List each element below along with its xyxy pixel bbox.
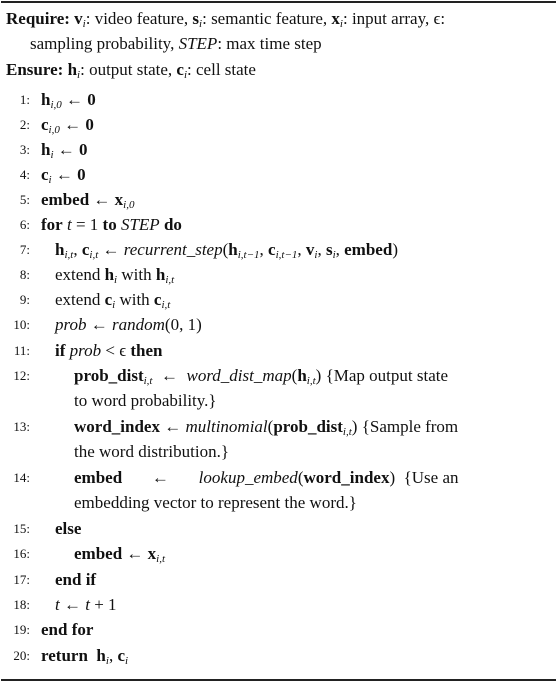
- line-number: 16:: [13, 546, 30, 561]
- bottom-rule: [1, 679, 556, 681]
- top-rule: [1, 1, 556, 3]
- line-number: 10:: [13, 317, 30, 332]
- require-line-2: sampling probability, STEP: max time step: [30, 34, 322, 53]
- require-text-c: : input array, ϵ:: [342, 9, 446, 28]
- line-number: 6:: [19, 217, 30, 232]
- line-number: 7:: [19, 242, 30, 257]
- line-number: 13:: [13, 419, 30, 434]
- line-number: 1:: [19, 92, 30, 107]
- ensure-line: Ensure: $h_i$: output state, $c_i$: cell state: [6, 60, 256, 81]
- algorithm-box: Require: $v_i$: video feature, $s_i$: semantic feature, $x_i$: input array, ϵ: sampling probability, STEP: max time step Ensure: $h_i$: output state, $c_i$: cell state 1: $h_{i,0}$ ← 0 2: $c_{i,0}$ ← 0 3: $h_i$ ← 0 4: $c_i$ ← 0 5: embed ← $x_{i,0}$ 6: for t = 1 to STEP do 7: $h_{i,t}$, $c_{i,t}$ ← $recurrent\_step(h_{i,t-1}$, $c_{i,t-1}$, $v_i$, $s_i$, embed) 8: extend $h_i$ with $h_{i,t}$ 9: extend $c_i$ with $c_{i,t}$ 10: prob ← random(0, 1) 11: if prob < ϵ then 12: prob_dist$_{i,t}$ ← $word\_dist\_map(h_{i,t})$ {Map output state to word probability.} 13: word_index ← multinomial(prob_dist$_{i,t}$) {Sample from the word distribution.} 14: embed ← lookup_embed(word_index) {Use an embedding vector to represent the word.} 15: else 16: embed ← $x_{i,t}$ 17: end if 18: t ← t + 1 19: end for 20: return $h_i$, $c_i$: [0, 0, 557, 683]
- line-number: 14:: [13, 470, 30, 485]
- line-number: 15:: [13, 521, 30, 536]
- line-number: 12:: [13, 368, 30, 383]
- line-number: 4:: [19, 167, 30, 182]
- ensure-keyword: Ensure:: [6, 60, 64, 79]
- line-number: 2:: [19, 117, 30, 132]
- line-number: 8:: [19, 267, 30, 282]
- line-number: 3:: [19, 142, 30, 157]
- require-text-b: : semantic feature,: [202, 9, 332, 28]
- line-number: 17:: [13, 572, 30, 587]
- line-number: 9:: [19, 292, 30, 307]
- line-number: 18:: [13, 597, 30, 612]
- line-number: 5:: [19, 192, 30, 207]
- require-line: Require: $v_i$: video feature, $s_i$: semantic feature, $x_i$: input array, ϵ:: [6, 9, 446, 30]
- line-number: 19:: [13, 622, 30, 637]
- line-number: 20:: [13, 648, 30, 663]
- require-keyword: Require:: [6, 9, 70, 28]
- require-text-a: : video feature,: [85, 9, 193, 28]
- line-number: 11:: [13, 343, 30, 358]
